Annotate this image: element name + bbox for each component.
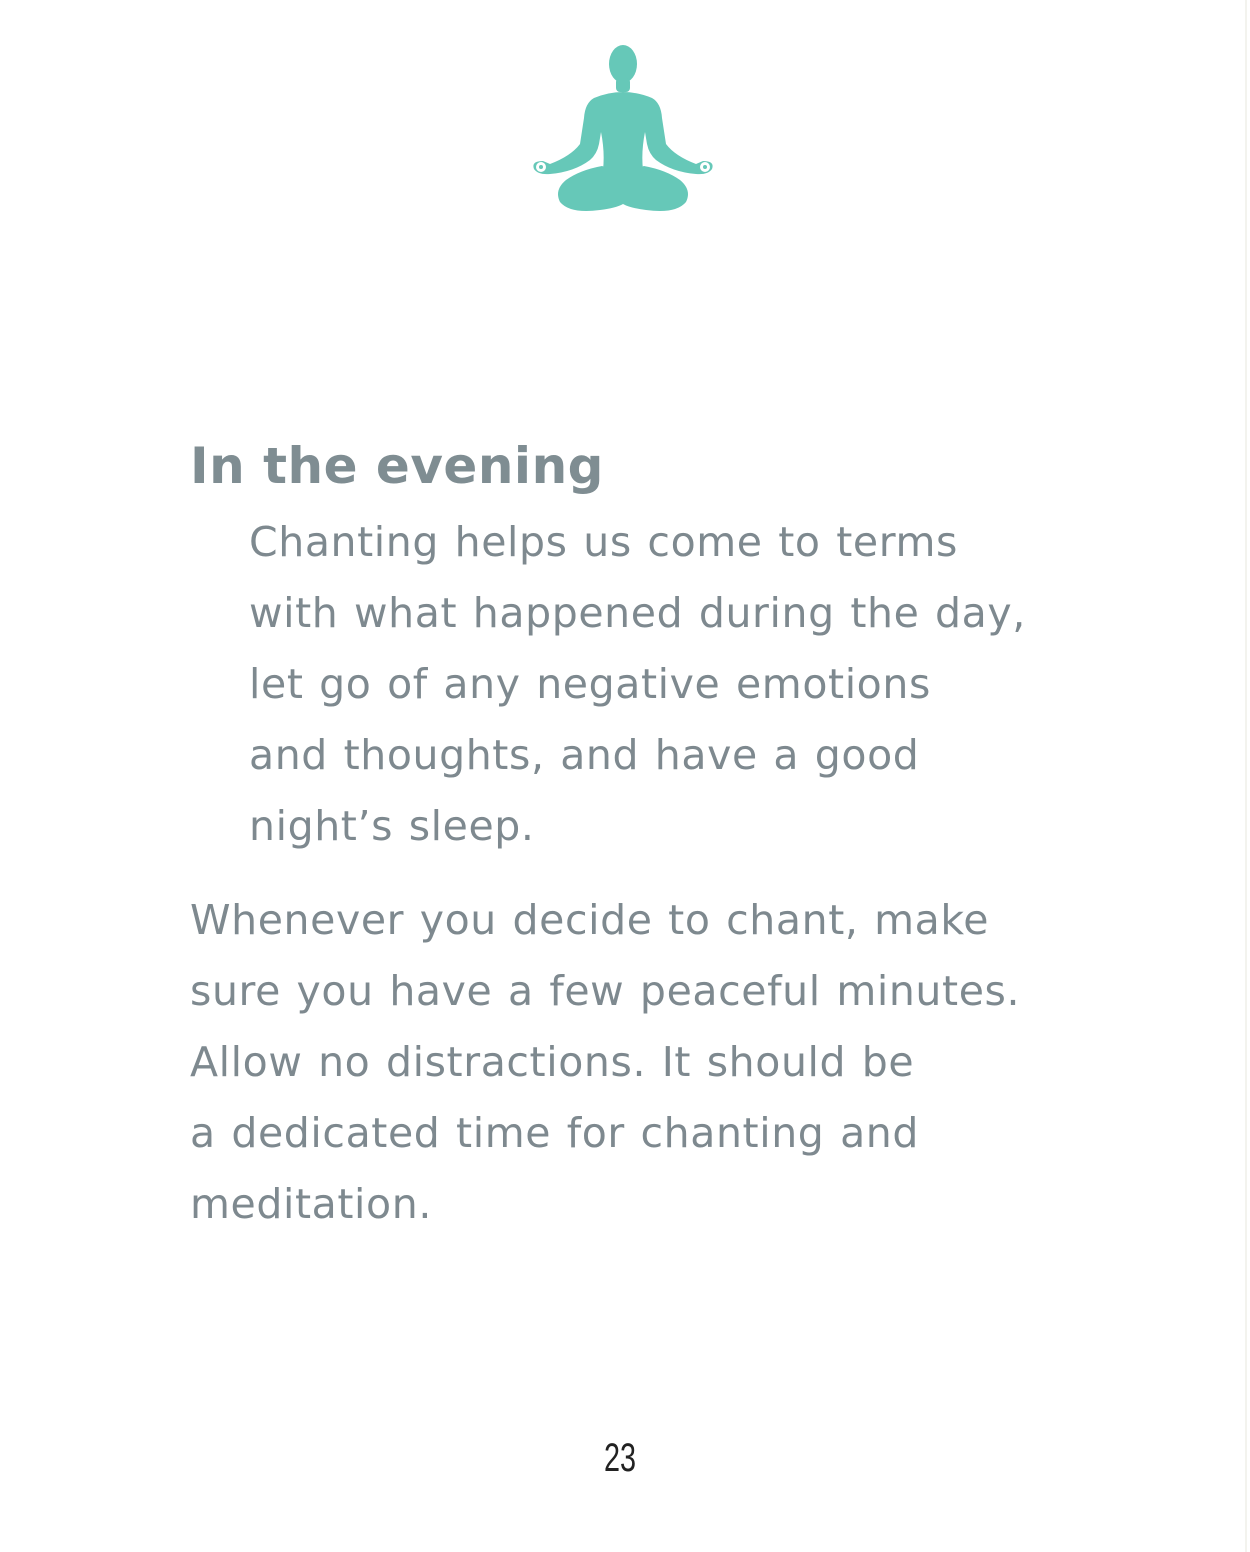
paragraph-line: and thoughts, and have a good [249,731,920,779]
paragraph-line: let go of any negative emotions [249,660,931,708]
paragraph-line: Allow no distractions. It should be [190,1038,915,1086]
meditating-person-icon [526,40,718,216]
section-heading: In the evening [190,437,604,495]
paragraph-line: Whenever you decide to chant, make [190,896,990,944]
body-paragraph [190,885,1190,1240]
paragraph-line: sure you have a few peaceful minutes. [190,967,1021,1015]
paragraph-line: a dedicated time for chanting and [190,1109,920,1157]
paragraph-line: with what happened during the day, [249,589,1026,637]
paragraph-line: Chanting helps us come to terms [249,518,958,566]
paragraph-line: meditation. [190,1180,432,1228]
page-edge [1245,0,1247,1552]
paragraph-line: night’s sleep. [249,802,535,850]
indented-paragraph [249,507,1149,862]
page-number: 23 [603,1436,637,1480]
